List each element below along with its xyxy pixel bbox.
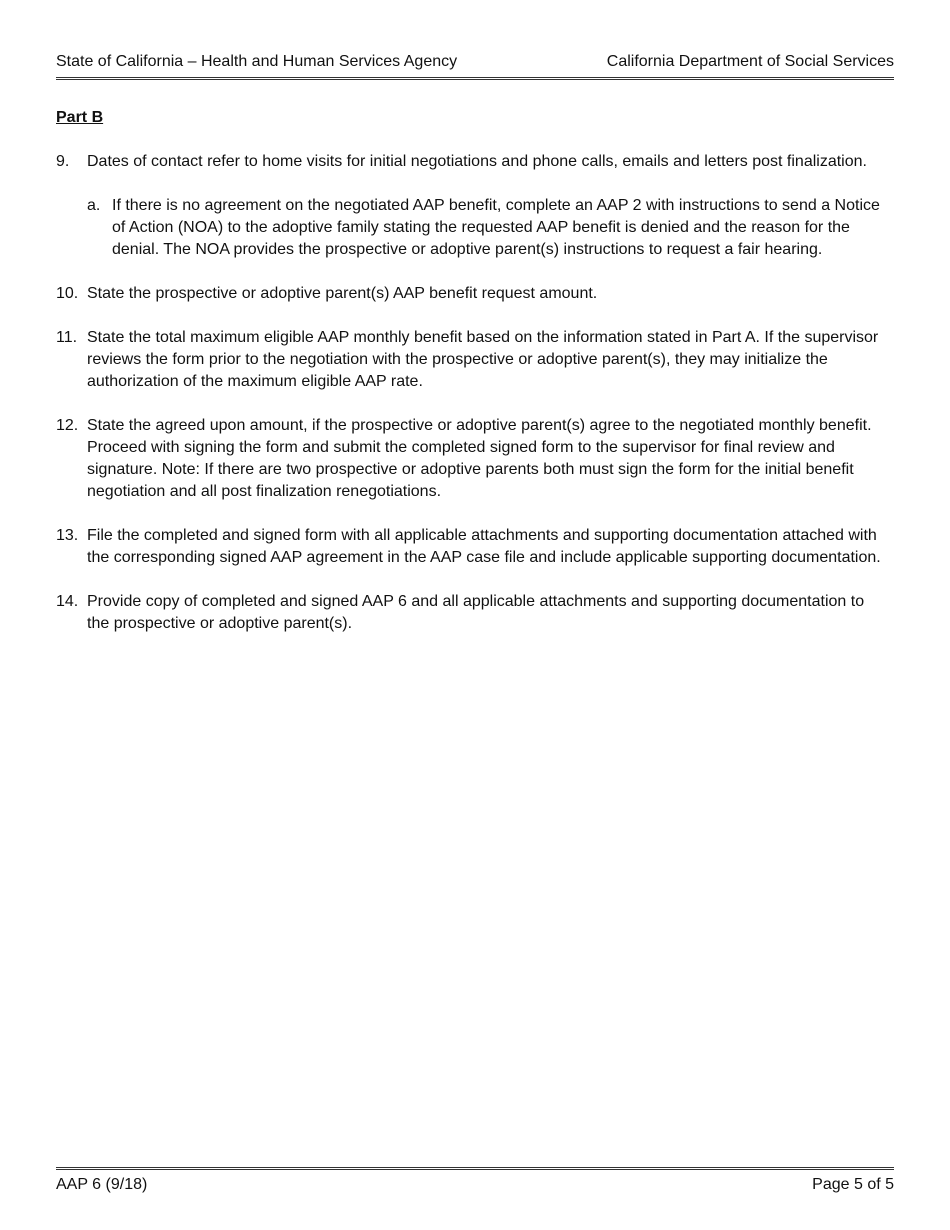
item-text: File the completed and signed form with all applicable attachments and supporting documentation attached with the corresponding signed AAP agreement in the AAP case file and include applicable supporting documentation. bbox=[87, 527, 881, 566]
list-item bbox=[56, 415, 886, 503]
list-item bbox=[56, 327, 886, 393]
list-item bbox=[56, 525, 886, 569]
page-header bbox=[56, 52, 894, 74]
item-text: Dates of contact refer to home visits for initial negotiations and phone calls, emails and letters post finalization. bbox=[87, 153, 867, 170]
item-text: State the agreed upon amount, if the prospective or adoptive parent(s) agree to the negotiated monthly benefit. Proceed with signing the form and submit the completed signed form to the supervisor for final review and signature. Note: If there are two prospective or adoptive parents both must sign the form for the initial benefit negotiation and all post finalization renegotiations. bbox=[87, 417, 872, 500]
list-item bbox=[56, 151, 886, 173]
header-agency: State of California – Health and Human Services Agency bbox=[56, 53, 458, 70]
section-title: Part B bbox=[56, 109, 104, 126]
header-department: California Department of Social Services bbox=[606, 53, 894, 70]
footer-divider bbox=[56, 1167, 894, 1170]
sub-list-item bbox=[87, 195, 886, 261]
item-text: Provide copy of completed and signed AAP 6 and all applicable attachments and supporting documentation to the prospective or adoptive parent(s). bbox=[87, 593, 865, 632]
item-text: State the total maximum eligible AAP monthly benefit based on the information stated in Part A. If the supervisor reviews the form prior to the negotiation with the prospective or adoptive parent(s), they may initialize the authorization of the maximum eligible AAP rate. bbox=[87, 329, 879, 390]
page-footer bbox=[56, 1175, 894, 1195]
item-number: 14. bbox=[56, 593, 79, 610]
form-number: AAP 6 (9/18) bbox=[56, 1176, 148, 1193]
list-item bbox=[56, 591, 886, 635]
instructions-list bbox=[56, 151, 886, 657]
subitem-text: If there is no agreement on the negotiated AAP benefit, complete an AAP 2 with instructions to send a Notice of Action (NOA) to the adoptive family stating the requested AAP benefit is denied and the reason for the denial. The NOA provides the prospective or adoptive parent(s) instructions to request a fair hearing. bbox=[112, 197, 880, 258]
page-number: Page 5 of 5 bbox=[812, 1176, 894, 1193]
list-item bbox=[56, 283, 886, 305]
subitem-letter: a. bbox=[87, 197, 101, 214]
item-number: 13. bbox=[56, 527, 79, 544]
header-divider bbox=[56, 77, 894, 80]
item-number: 10. bbox=[56, 285, 79, 302]
item-number: 9. bbox=[56, 153, 70, 170]
item-text: State the prospective or adoptive parent(s) AAP benefit request amount. bbox=[87, 285, 598, 302]
item-number: 12. bbox=[56, 417, 79, 434]
item-number: 11. bbox=[56, 329, 78, 346]
